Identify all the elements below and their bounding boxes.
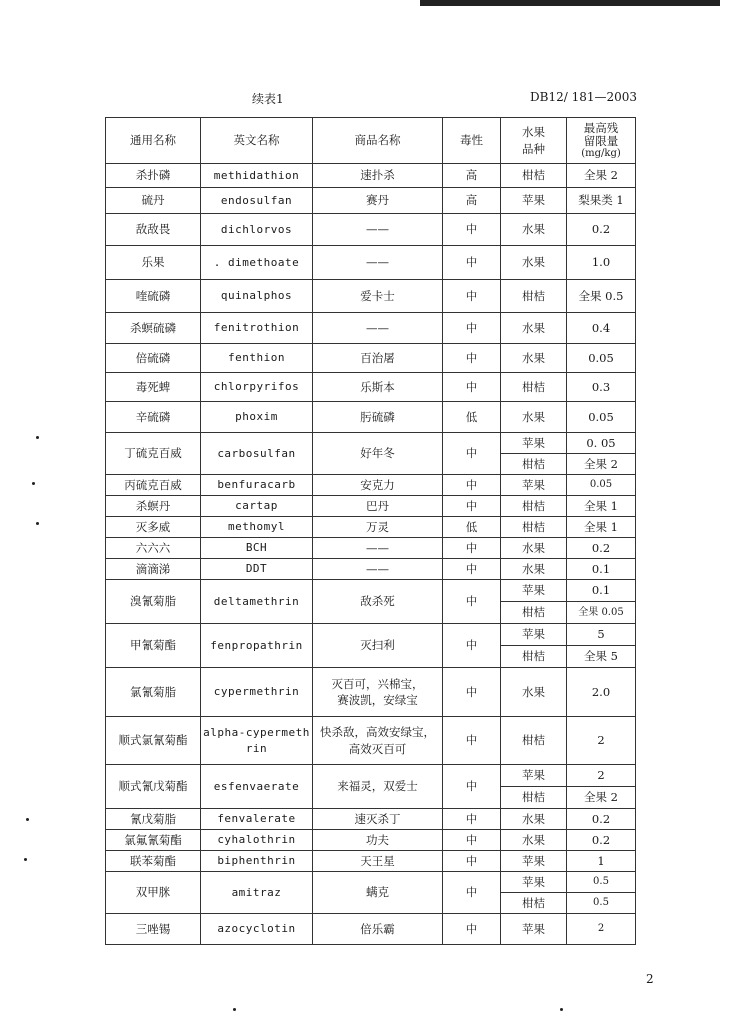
english-name-cell: benfuracarb <box>201 475 313 496</box>
common-name-cell: 顺式氯氰菊酯 <box>106 717 201 765</box>
english-name-cell: cypermethrin <box>201 668 313 717</box>
limit-cell: 0.5 <box>567 893 636 914</box>
trade-name-cell: 安克力 <box>313 475 443 496</box>
common-name-cell: 氯氟氰菊酯 <box>106 830 201 851</box>
fruit-cell: 柑桔 <box>501 373 567 402</box>
fruit-cell: 水果 <box>501 809 567 830</box>
table-row <box>106 765 636 787</box>
limit-cell: 0.5 <box>567 872 636 893</box>
scan-speck <box>36 522 39 525</box>
toxicity-cell: 中 <box>443 344 501 373</box>
fruit-cell: 柑桔 <box>501 496 567 517</box>
table-row <box>106 433 636 454</box>
trade-name-line: 灭百可，兴棉宝， <box>331 676 424 691</box>
toxicity-cell: 中 <box>443 624 501 668</box>
table-row <box>106 517 636 538</box>
trade-name-cell: 爱卡士 <box>313 280 443 313</box>
trade-name-cell <box>313 668 443 717</box>
limit-cell: 全果 0.5 <box>567 280 636 313</box>
english-name-cell: amitraz <box>201 872 313 914</box>
scan-speck <box>26 818 29 821</box>
fruit-cell: 水果 <box>501 344 567 373</box>
fruit-cell: 苹果 <box>501 851 567 872</box>
fruit-cell: 水果 <box>501 830 567 851</box>
table-row <box>106 344 636 373</box>
header-mrl-unit: (mg/kg) <box>581 147 621 159</box>
common-name-cell: 氯氰菊脂 <box>106 668 201 717</box>
common-name-cell: 辛硫磷 <box>106 402 201 433</box>
table-row <box>106 280 636 313</box>
english-name-cell: carbosulfan <box>201 433 313 475</box>
fruit-cell: 水果 <box>501 402 567 433</box>
scan-top-bar <box>420 0 720 6</box>
table-row <box>106 872 636 893</box>
limit-cell: 0.2 <box>567 214 636 246</box>
limit-cell: 0.2 <box>567 538 636 559</box>
limit-cell: 全果 2 <box>567 454 636 475</box>
common-name-cell: 倍硫磷 <box>106 344 201 373</box>
common-name-cell: 杀螟丹 <box>106 496 201 517</box>
fruit-cell: 苹果 <box>501 914 567 945</box>
trade-name-cell: 速灭杀丁 <box>313 809 443 830</box>
fruit-cell: 柑桔 <box>501 517 567 538</box>
trade-name-line: 赛波凯，安绿宝 <box>337 693 418 707</box>
toxicity-cell: 高 <box>443 188 501 214</box>
common-name-cell: 滴滴涕 <box>106 559 201 580</box>
limit-cell: 2 <box>567 914 636 945</box>
common-name-cell: 喹硫磷 <box>106 280 201 313</box>
header-mrl-line: 留限量 <box>583 133 619 148</box>
table-row <box>106 668 636 717</box>
limit-cell: 2.0 <box>567 668 636 717</box>
common-name-cell: 联苯菊酯 <box>106 851 201 872</box>
header-fruit-line: 品种 <box>522 141 545 156</box>
english-name-cell: quinalphos <box>201 280 313 313</box>
common-name-cell: 甲氰菊酯 <box>106 624 201 668</box>
common-name-cell: 丙硫克百威 <box>106 475 201 496</box>
limit-cell: 0.3 <box>567 373 636 402</box>
header-max-residue-limit <box>567 118 636 164</box>
table-row <box>106 580 636 602</box>
common-name-cell: 硫丹 <box>106 188 201 214</box>
common-name-cell: 敌敌畏 <box>106 214 201 246</box>
table-row <box>106 809 636 830</box>
common-name-cell: 顺式氰戊菊酯 <box>106 765 201 809</box>
toxicity-cell: 中 <box>443 559 501 580</box>
standard-number: DB12/ 181—2003 <box>530 90 638 104</box>
limit-cell: 0.05 <box>567 402 636 433</box>
table-row <box>106 717 636 765</box>
limit-cell: 0.05 <box>567 344 636 373</box>
common-name-cell: 丁硫克百威 <box>106 433 201 475</box>
limit-cell: 全果 1 <box>567 517 636 538</box>
english-name-cell: methidathion <box>201 164 313 188</box>
english-name-cell: phoxim <box>201 402 313 433</box>
trade-name-cell: —— <box>313 559 443 580</box>
trade-name-cell: 赛丹 <box>313 188 443 214</box>
fruit-cell: 柑桔 <box>501 787 567 809</box>
english-name-cell: fenvalerate <box>201 809 313 830</box>
fruit-cell: 苹果 <box>501 188 567 214</box>
common-name-cell: 双甲脒 <box>106 872 201 914</box>
scan-speck <box>36 436 39 439</box>
fruit-cell: 柑桔 <box>501 602 567 624</box>
english-name-cell: cyhalothrin <box>201 830 313 851</box>
limit-cell: 2 <box>567 765 636 787</box>
trade-name-cell: 倍乐霸 <box>313 914 443 945</box>
fruit-cell: 柑桔 <box>501 454 567 475</box>
header-common-name: 通用名称 <box>106 118 201 164</box>
limit-cell: 0.1 <box>567 580 636 602</box>
limit-cell: 0. 05 <box>567 433 636 454</box>
limit-cell: 0.2 <box>567 830 636 851</box>
toxicity-cell: 中 <box>443 872 501 914</box>
table-row <box>106 830 636 851</box>
fruit-cell: 柑桔 <box>501 164 567 188</box>
toxicity-cell: 中 <box>443 914 501 945</box>
english-name-cell: fenpropathrin <box>201 624 313 668</box>
english-name-cell: . dimethoate <box>201 246 313 280</box>
trade-name-cell: 巴丹 <box>313 496 443 517</box>
table-row <box>106 246 636 280</box>
english-name-cell: cartap <box>201 496 313 517</box>
limit-cell: 全果 1 <box>567 496 636 517</box>
toxicity-cell: 低 <box>443 402 501 433</box>
table-row <box>106 313 636 344</box>
fruit-cell: 苹果 <box>501 475 567 496</box>
limit-cell: 1.0 <box>567 246 636 280</box>
limit-cell: 0.4 <box>567 313 636 344</box>
table-row <box>106 851 636 872</box>
scan-speck <box>32 482 35 485</box>
toxicity-cell: 中 <box>443 246 501 280</box>
trade-name-line: 快杀敌，高效安绿宝， <box>320 725 435 740</box>
trade-name-cell: —— <box>313 246 443 280</box>
toxicity-cell: 中 <box>443 313 501 344</box>
limit-cell: 全果 2 <box>567 787 636 809</box>
fruit-cell: 水果 <box>501 668 567 717</box>
trade-name-cell: —— <box>313 313 443 344</box>
table-row <box>106 538 636 559</box>
header-toxicity: 毒性 <box>443 118 501 164</box>
toxicity-cell: 中 <box>443 717 501 765</box>
trade-name-cell: —— <box>313 538 443 559</box>
scan-speck <box>24 858 27 861</box>
common-name-cell: 乐果 <box>106 246 201 280</box>
table-header-row <box>106 118 636 164</box>
table-row <box>106 188 636 214</box>
english-name-cell: endosulfan <box>201 188 313 214</box>
toxicity-cell: 中 <box>443 538 501 559</box>
trade-name-cell: 百治屠 <box>313 344 443 373</box>
scan-speck <box>560 1008 563 1011</box>
trade-name-cell: 灭扫利 <box>313 624 443 668</box>
trade-name-cell: 螨克 <box>313 872 443 914</box>
header-fruit-variety <box>501 118 567 164</box>
trade-name-cell: —— <box>313 214 443 246</box>
table-row <box>106 164 636 188</box>
trade-name-cell <box>313 717 443 765</box>
common-name-cell: 氰戊菊脂 <box>106 809 201 830</box>
english-name-cell: esfenvaerate <box>201 765 313 809</box>
trade-name-cell: 肟硫磷 <box>313 402 443 433</box>
english-name-line: rin <box>245 741 268 755</box>
english-name-line: alpha-cypermeth <box>203 726 310 740</box>
header-mrl-line: 最高残 <box>583 120 619 135</box>
pesticide-residue-table <box>105 117 636 945</box>
common-name-cell: 杀扑磷 <box>106 164 201 188</box>
toxicity-cell: 高 <box>443 164 501 188</box>
common-name-cell: 杀螟硫磷 <box>106 313 201 344</box>
fruit-cell: 苹果 <box>501 872 567 893</box>
english-name-cell: DDT <box>201 559 313 580</box>
fruit-cell: 水果 <box>501 214 567 246</box>
english-name-cell: biphenthrin <box>201 851 313 872</box>
trade-name-cell: 来福灵，双爱士 <box>313 765 443 809</box>
table-row <box>106 496 636 517</box>
english-name-cell <box>201 717 313 765</box>
english-name-cell: BCH <box>201 538 313 559</box>
page-number: 2 <box>646 972 654 986</box>
fruit-cell: 柑桔 <box>501 717 567 765</box>
english-name-cell: chlorpyrifos <box>201 373 313 402</box>
toxicity-cell: 中 <box>443 433 501 475</box>
toxicity-cell: 中 <box>443 851 501 872</box>
toxicity-cell: 中 <box>443 580 501 624</box>
trade-name-cell: 速扑杀 <box>313 164 443 188</box>
table-row <box>106 559 636 580</box>
table-row <box>106 402 636 433</box>
table-row <box>106 914 636 945</box>
limit-cell: 梨果类 1 <box>567 188 636 214</box>
fruit-cell: 柑桔 <box>501 646 567 668</box>
trade-name-cell: 功夫 <box>313 830 443 851</box>
toxicity-cell: 中 <box>443 765 501 809</box>
common-name-cell: 六六六 <box>106 538 201 559</box>
fruit-cell: 苹果 <box>501 580 567 602</box>
toxicity-cell: 中 <box>443 668 501 717</box>
toxicity-cell: 中 <box>443 214 501 246</box>
english-name-cell: fenitrothion <box>201 313 313 344</box>
fruit-cell: 水果 <box>501 246 567 280</box>
toxicity-cell: 中 <box>443 496 501 517</box>
fruit-cell: 水果 <box>501 538 567 559</box>
toxicity-cell: 中 <box>443 830 501 851</box>
limit-cell: 全果 0.05 <box>567 602 636 624</box>
limit-cell: 1 <box>567 851 636 872</box>
toxicity-cell: 中 <box>443 280 501 313</box>
table-caption: 续表1 <box>252 92 284 106</box>
table-row <box>106 373 636 402</box>
trade-name-cell: 好年冬 <box>313 433 443 475</box>
fruit-cell: 柑桔 <box>501 280 567 313</box>
limit-cell: 2 <box>567 717 636 765</box>
fruit-cell: 苹果 <box>501 765 567 787</box>
toxicity-cell: 中 <box>443 475 501 496</box>
trade-name-cell: 万灵 <box>313 517 443 538</box>
trade-name-cell: 天王星 <box>313 851 443 872</box>
fruit-cell: 苹果 <box>501 624 567 646</box>
fruit-cell: 柑桔 <box>501 893 567 914</box>
limit-cell: 5 <box>567 624 636 646</box>
fruit-cell: 水果 <box>501 559 567 580</box>
common-name-cell: 灭多威 <box>106 517 201 538</box>
trade-name-cell: 乐斯本 <box>313 373 443 402</box>
trade-name-cell: 敌杀死 <box>313 580 443 624</box>
fruit-cell: 苹果 <box>501 433 567 454</box>
limit-cell: 0.2 <box>567 809 636 830</box>
fruit-cell: 水果 <box>501 313 567 344</box>
common-name-cell: 三唑锡 <box>106 914 201 945</box>
header-fruit-line: 水果 <box>522 125 545 140</box>
limit-cell: 0.05 <box>567 475 636 496</box>
limit-cell: 0.1 <box>567 559 636 580</box>
toxicity-cell: 低 <box>443 517 501 538</box>
trade-name-line: 高效灭百可 <box>348 741 407 756</box>
common-name-cell: 毒死蜱 <box>106 373 201 402</box>
limit-cell: 全果 2 <box>567 164 636 188</box>
english-name-cell: azocyclotin <box>201 914 313 945</box>
table-row <box>106 214 636 246</box>
table-row <box>106 624 636 646</box>
toxicity-cell: 中 <box>443 809 501 830</box>
header-english-name: 英文名称 <box>201 118 313 164</box>
english-name-cell: fenthion <box>201 344 313 373</box>
common-name-cell: 溴氰菊脂 <box>106 580 201 624</box>
english-name-cell: methomyl <box>201 517 313 538</box>
english-name-cell: deltamethrin <box>201 580 313 624</box>
toxicity-cell: 中 <box>443 373 501 402</box>
english-name-cell: dichlorvos <box>201 214 313 246</box>
table-row <box>106 475 636 496</box>
scan-speck <box>233 1008 236 1011</box>
header-trade-name: 商品名称 <box>313 118 443 164</box>
limit-cell: 全果 5 <box>567 646 636 668</box>
